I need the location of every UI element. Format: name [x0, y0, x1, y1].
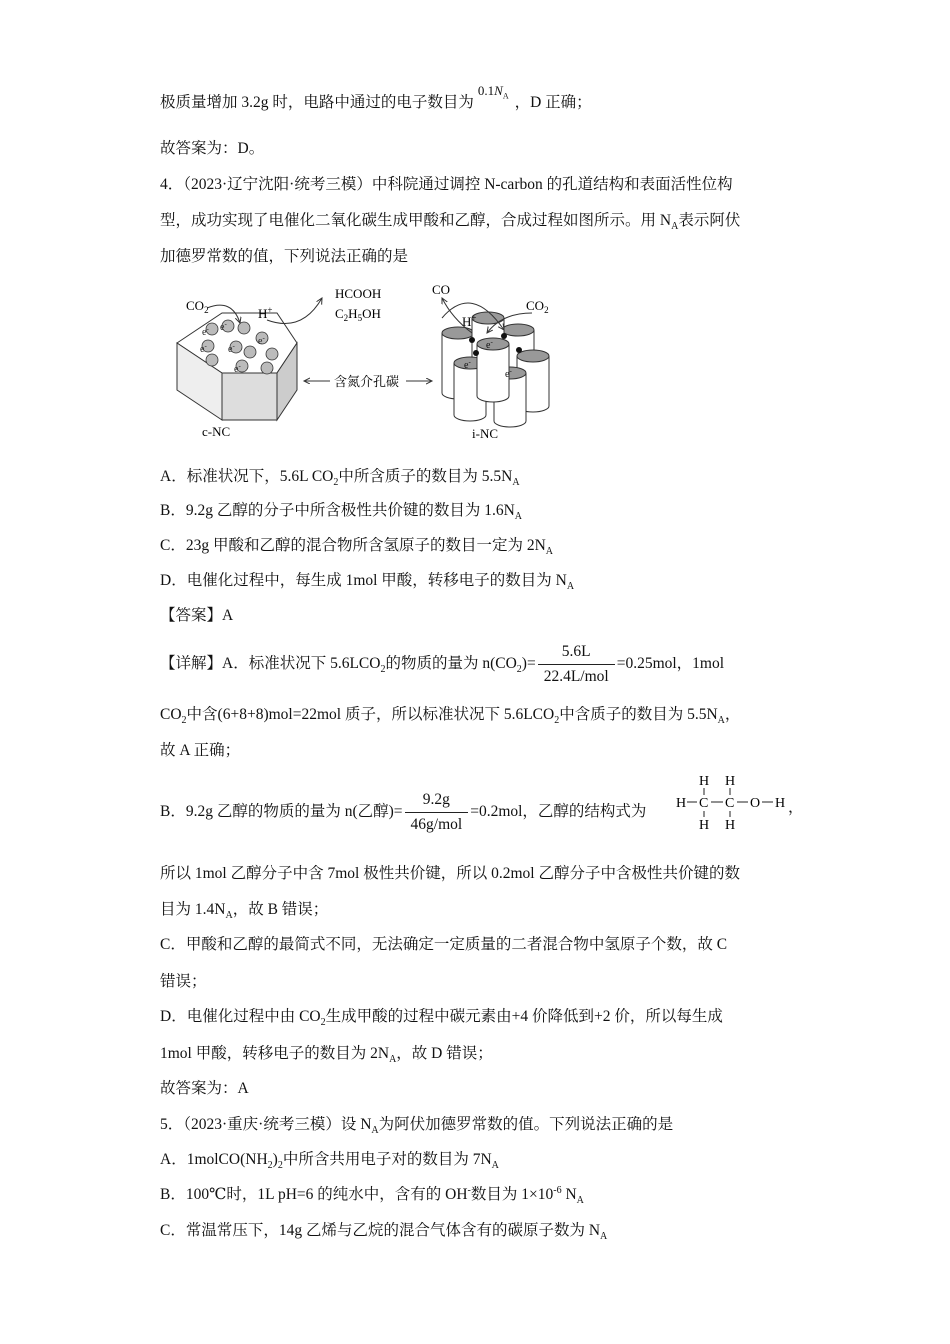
co-label: CO — [432, 282, 451, 297]
detail-line: C．甲酸和乙醇的最简式不同，无法确定一定质量的二者混合物中氢原子个数，故 C — [160, 936, 728, 953]
detail-line: 错误； — [160, 973, 207, 990]
svg-text:e-: e- — [464, 358, 471, 371]
detail-line: ， — [788, 799, 804, 816]
text-line: 极质量增加 3.2g 时，电路中通过的电子数目为$^{0.1N_A}$ ，D 正确； — [160, 83, 592, 111]
detail-line: $CO_2$中含(6+8+8)mol=22mol 质子，所以标准状况下 $5.6LCO_2$中含质子的数目为 $5.5N_A$， — [160, 706, 741, 727]
option-c: C．常温常压下，14g 乙烯与乙烷的混合气体含有的碳原子数为 $N_A$ — [160, 1222, 608, 1243]
svg-text:C: C — [699, 796, 709, 811]
option-d: D．电催化过程中，每生成 1mol 甲酸，转移电子的数目为 $N_A$ — [160, 572, 575, 593]
detail-line: 【详解】A．标准状况下 $5.6LCO_2$的物质的量为 $n(CO_2)=$ $\frac{5.6L}{\text{22.4L/mol}}$ =0.25mol，1mol — [160, 643, 725, 685]
detail-line: 目为 $1.4N_A$，故 B 错误； — [160, 901, 329, 922]
co2-left-label: $CO_2$ — [186, 298, 209, 315]
option-c: C．23g 甲酸和乙醇的混合物所含氢原子的数目一定为 $2N_A$ — [160, 537, 554, 558]
fraction: $\frac{9.2g}{\text{46g/mol}}$ — [405, 790, 469, 835]
detail-line: 所以 1mol 乙醇分子中含 7mol 极性共价键，所以 0.2mol 乙醇分子中含极性共价键的数 — [160, 865, 740, 882]
detail-line: 故答案为：A — [160, 1080, 249, 1097]
option-a: A．$1molCO(NH_2)_2$中所含共用电子对的数目为 $7N_A$ — [160, 1151, 499, 1172]
detail-line: B．9.2g 乙醇的物质的量为 n(乙醇)= $\frac{9.2g}{\text{46g/mol}}$ =0.2mol，乙醇的结构式为 — [160, 791, 647, 833]
question-5-stem: 5．（2023·重庆·统考三模）设 $N_A$为阿伏加德罗常数的值。下列说法正确的是 — [160, 1116, 674, 1137]
c2h5oh-label: $C_2H_5OH$ — [335, 306, 381, 323]
svg-text:e-: e- — [258, 334, 265, 347]
option-b: B．9.2g 乙醇的分子中所含极性共价键的数目为 $1.6N_A$ — [160, 502, 523, 523]
svg-text:e-: e- — [486, 338, 493, 351]
co2-right-label: $CO_2$ — [526, 298, 549, 315]
svg-text:e-: e- — [220, 320, 227, 333]
electrocatalysis-figure — [172, 278, 552, 446]
detail-line: D．电催化过程中由 $CO_2$生成甲酸的过程中碳元素由+4 价降低到+2 价，所以每生成 — [160, 1008, 723, 1029]
svg-text:C: C — [725, 796, 735, 811]
svg-text:O: O — [750, 796, 761, 811]
svg-text:H: H — [699, 774, 710, 789]
c-nc-label: c-NC — [202, 424, 231, 439]
question-4-stem: 型，成功实现了电催化二氧化碳生成甲酸和乙醇，合成过程如图所示。用 $N_A$表示阿伏 — [160, 212, 741, 233]
svg-text:e-: e- — [202, 325, 209, 338]
detail-line: 故 A 正确； — [160, 742, 241, 759]
option-b: B．100℃时，1L pH=6 的纯水中，含有的 OH-数目为 $1\times 10^{-6}$ $N_A$ — [160, 1184, 584, 1207]
svg-text:H: H — [699, 818, 710, 833]
question-4-stem: 加德罗常数的值，下列说法正确的是 — [160, 248, 409, 265]
h-plus-left-label: H+ — [258, 305, 273, 321]
question-4-stem: 4．（2023·辽宁沈阳·统考三模）中科院通过调控 N-carbon 的孔道结构和表面活性位构 — [160, 176, 733, 193]
i-nc-label: i-NC — [472, 426, 498, 441]
i-nc-cylinders — [442, 312, 549, 427]
svg-text:H: H — [725, 818, 736, 833]
svg-text:e-: e- — [200, 342, 207, 355]
option-a: A．标准状况下，5.6L $CO_2$中所含质子的数目为 $5.5N_A$ — [160, 468, 520, 489]
svg-text:e-: e- — [505, 367, 512, 380]
ethanol-structural-formula — [674, 771, 788, 833]
center-label: 含氮介孔碳 — [334, 374, 400, 389]
fraction: $\frac{5.6L}{\text{22.4L/mol}}$ — [538, 642, 615, 687]
detail-line: 1mol 甲酸，转移电子的数目为 $2N_A$，故 D 错误； — [160, 1045, 493, 1066]
svg-text:e-: e- — [234, 362, 241, 375]
inline-formula: 0.1NA — [477, 83, 509, 101]
text-line: 故答案为：D。 — [160, 140, 265, 157]
svg-text:H: H — [676, 796, 687, 811]
svg-text:H: H — [775, 796, 786, 811]
h-plus-right-label: H+ — [462, 313, 477, 329]
svg-text:H: H — [725, 774, 736, 789]
line-text: 极质量增加 3.2g 时，电路中通过的电子数目为 — [160, 94, 474, 111]
hcooh-label: HCOOH — [335, 286, 382, 301]
answer: 【答案】A — [160, 607, 234, 624]
svg-text:e-: e- — [228, 342, 235, 355]
